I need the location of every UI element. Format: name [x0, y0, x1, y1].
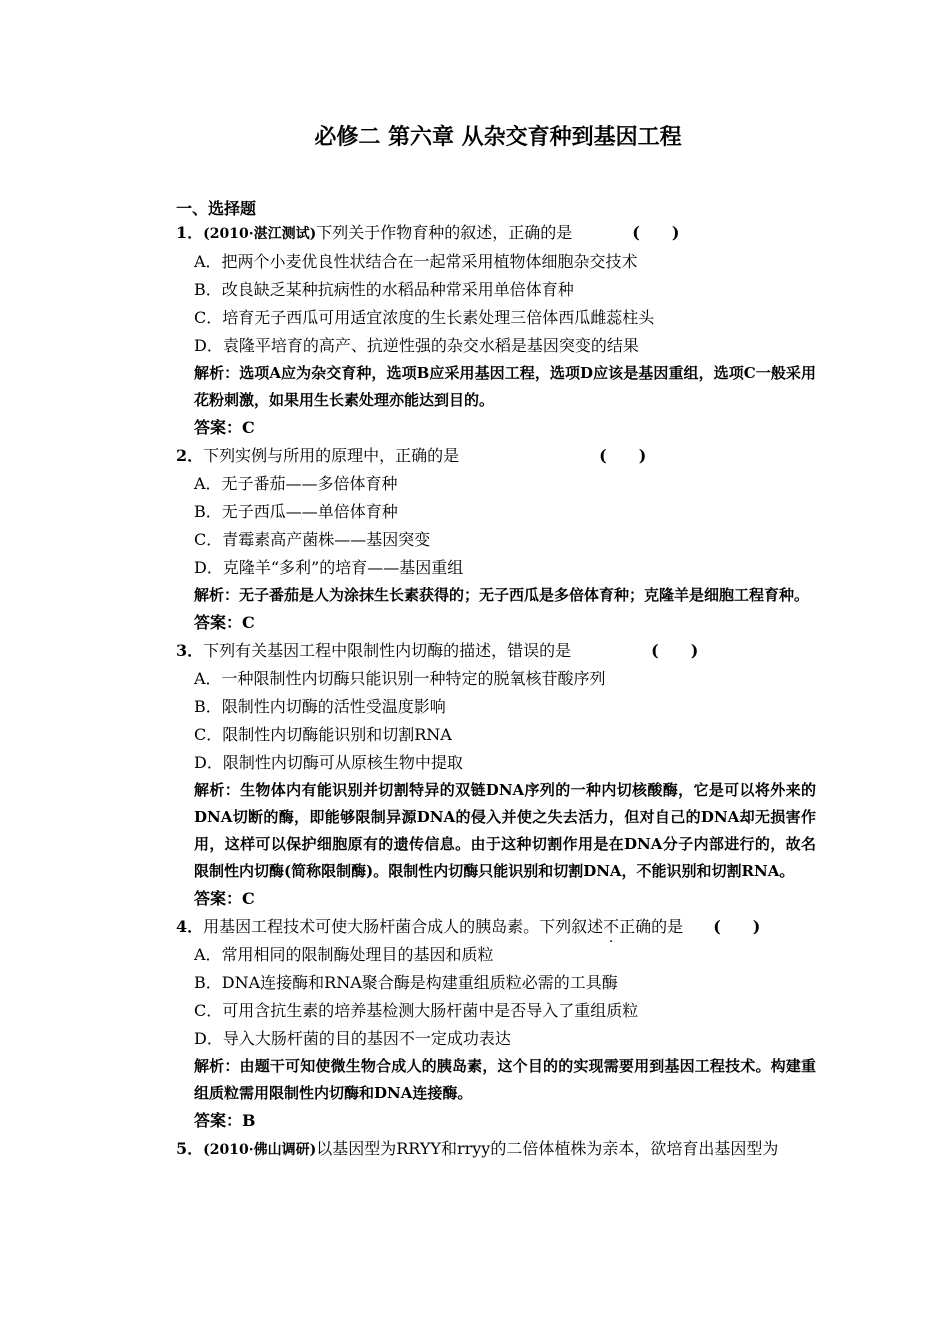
option-b: B．限制性内切酶的活性受温度影响 — [194, 697, 446, 716]
question-stem — [176, 442, 816, 470]
question-stem — [176, 1135, 816, 1164]
option-a: A．一种限制性内切酶只能识别一种特定的脱氧核苷酸序列 — [194, 669, 606, 688]
explanation-label: 解析： — [194, 1057, 240, 1075]
option-d: D．克隆羊“多利”的培育——基因重组 — [194, 558, 464, 577]
question-stem — [176, 637, 816, 665]
source-close: ) — [309, 226, 317, 242]
section-heading: 一、选择题 — [176, 199, 257, 218]
option-c: C．培育无子西瓜可用适宜浓度的生长素处理三倍体西瓜雌蕊柱头 — [194, 308, 655, 327]
explanation-label: 解析： — [194, 781, 241, 799]
question-stem — [176, 913, 816, 941]
page-title: 必修二 第六章 从杂交育种到基因工程 — [314, 124, 682, 150]
explanation-text: 生物体内有能识别并切割特异的双链DNA序列的一种内切核酸酶，它是可以将外来的DNA切断的酶，即能够限制异源DNA的侵入并使之失去活力，但对自己的DNA却无损害作用，这样可以保护细胞原有的遗传信息。由于这种切割作用是在DNA分子内部进行的，故名限制性内切酶(简称限制酶)。限制性内切酶只能识别和切割DNA，不能识别和切割RNA。 — [194, 781, 816, 880]
question-stem — [176, 219, 816, 248]
source-close: ) — [309, 1142, 317, 1158]
explanation — [176, 360, 816, 414]
explanation-label: 解析： — [194, 364, 240, 382]
stem-text: 下列有关基因工程中限制性内切酶的描述，错误的是 — [203, 641, 572, 660]
option-b: B．无子西瓜——单倍体育种 — [194, 502, 398, 521]
stem-text: 下列实例与所用的原理中，正确的是 — [203, 446, 460, 465]
question-source: 湛江测试 — [253, 226, 310, 242]
stem-text: 下列关于作物育种的叙述，正确的是 — [316, 223, 573, 242]
answer: 答案：C — [194, 889, 255, 908]
answer-blank: ( ) — [651, 641, 699, 660]
option-a: A．把两个小麦优良性状结合在一起常采用植物体细胞杂交技术 — [194, 252, 638, 271]
option-b: B．DNA连接酶和RNA聚合酶是构建重组质粒必需的工具酶 — [194, 973, 618, 992]
stem-text-end: 正确的是 — [619, 917, 684, 936]
question-number: 1． — [176, 223, 204, 242]
answer: 答案：B — [194, 1111, 256, 1130]
question-number: 4． — [176, 917, 204, 936]
question-number: 2． — [176, 446, 204, 465]
answer-blank: ( ) — [632, 223, 680, 242]
explanation-label: 解析： — [194, 586, 240, 604]
answer: 答案：C — [194, 613, 255, 632]
option-d: D．袁隆平培育的高产、抗逆性强的杂交水稻是基因突变的结果 — [194, 336, 639, 355]
explanation — [176, 1053, 816, 1107]
stem-text: 用基因工程技术可使大肠杆菌合成人的胰岛素。下列叙述 — [203, 917, 604, 936]
stem-text: 以基因型为RRYY和rryy的二倍体植株为亲本，欲培育出基因型为 — [316, 1139, 779, 1158]
option-d: D．导入大肠杆菌的目的基因不一定成功表达 — [194, 1029, 511, 1048]
option-b: B．改良缺乏某种抗病性的水稻品种常采用单倍体育种 — [194, 280, 574, 299]
emphasis-char: 不 — [603, 917, 620, 936]
answer-blank: ( ) — [599, 446, 647, 465]
option-c: C．可用含抗生素的培养基检测大肠杆菌中是否导入了重组质粒 — [194, 1001, 639, 1020]
source-open: (2010· — [203, 226, 254, 242]
answer: 答案：C — [194, 418, 255, 437]
question-number: 5． — [176, 1139, 204, 1158]
question-source: 佛山调研 — [253, 1142, 310, 1158]
explanation — [176, 582, 816, 609]
explanation — [176, 777, 816, 885]
option-c: C．限制性内切酶能识别和切割RNA — [194, 725, 452, 744]
option-a: A．常用相同的限制酶处理目的基因和质粒 — [194, 945, 494, 964]
explanation-text: 无子番茄是人为涂抹生长素获得的；无子西瓜是多倍体育种；克隆羊是细胞工程育种。 — [239, 586, 810, 604]
question-list — [176, 219, 816, 1164]
option-c: C．青霉素高产菌株——基因突变 — [194, 530, 431, 549]
option-a: A．无子番茄——多倍体育种 — [194, 474, 398, 493]
explanation-text: 由题干可知使微生物合成人的胰岛素，这个目的的实现需要用到基因工程技术。构建重组质粒需用限制性内切酶和DNA连接酶。 — [194, 1057, 816, 1102]
source-open: (2010· — [203, 1142, 254, 1158]
answer-blank: ( ) — [713, 917, 761, 936]
explanation-text: 选项A应为杂交育种，选项B应采用基因工程，选项D应该是基因重组，选项C一般采用花粉刺激，如果用生长素处理亦能达到目的。 — [194, 364, 816, 409]
question-number: 3． — [176, 641, 204, 660]
option-d: D．限制性内切酶可从原核生物中提取 — [194, 753, 463, 772]
